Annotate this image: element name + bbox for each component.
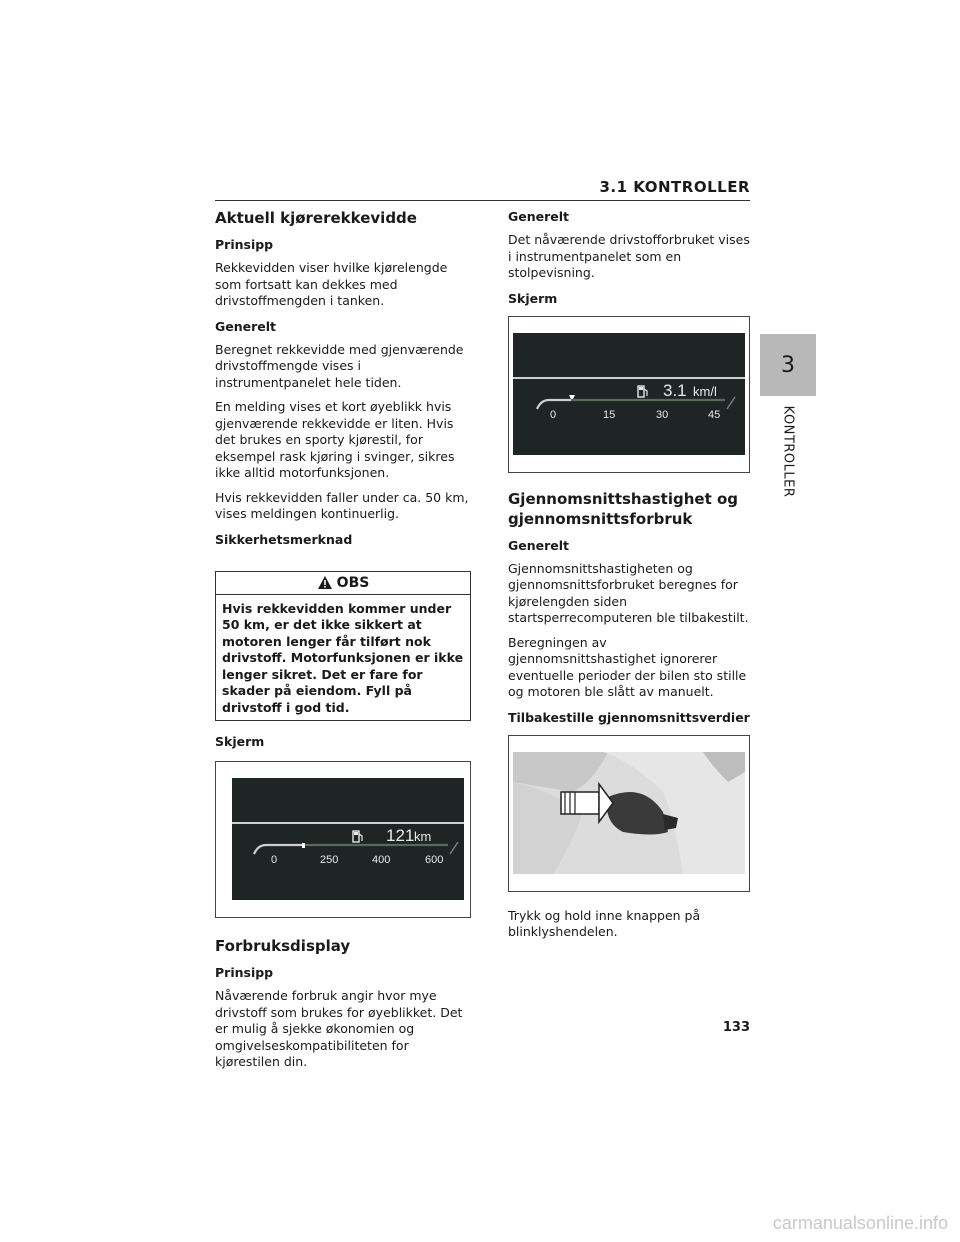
right-column [508,208,752,949]
range-tick-600: 600 [425,854,444,866]
stalk-illustration-figure [508,735,750,892]
header-divider [215,200,750,201]
consumption-tick-30: 30 [656,408,669,421]
left-column [215,208,471,1079]
range-display-screen [232,778,464,900]
subheading-generelt-r: Generelt [508,209,570,224]
section-header: 3.1 KONTROLLER [599,178,750,196]
consumption-display-figure [508,316,750,473]
display-divider [232,822,464,824]
subheading-generelt: Generelt [215,318,277,334]
chapter-side-label [760,396,816,506]
chapter-number: 3 [781,352,795,378]
heading-consumption: Forbruksdisplay [215,937,351,955]
range-tick-250: 250 [320,854,339,866]
range-tick-400: 400 [372,854,391,866]
subheading-sikkerhet: Sikkerhetsmerknad [215,531,353,547]
subheading-skjerm: Skjerm [215,734,265,749]
subheading-skjerm-r: Skjerm [508,290,558,306]
range-tick-0: 0 [271,854,278,866]
text-generelt-r: Det nåværende drivstofforbruket vises i instrumentpanelet som en stolpevisning. [508,232,750,280]
page-number: 133 [722,1020,750,1035]
consumption-unit: km/l [693,383,717,399]
text-generelt-2: En melding vises et kort øyeblikk hvis gjenværende rekkevidde er liten. Hvis det brukes en sporty kjørestil, for eksempel rask kjøring i svinger, sikres ikke alltid motorfunksjonen. [215,399,455,480]
range-display-figure [215,761,471,918]
consumption-value: 3.1 [663,380,687,400]
notice-label: OBS [336,574,370,591]
warning-notice [215,571,471,722]
range-unit: km [414,829,432,844]
notice-text: Hvis rekkevidden kommer under 50 km, er det ikke sikkert at motoren lenger får tilført nok drivstoff. Motorfunksjonen er ikke lenger sikret. Det er fare for skader på eiendom. Fyll på drivstoff i god tid. [222,600,464,715]
consumption-tick-0: 0 [550,408,557,421]
display-divider-r [513,377,745,379]
consumption-tick-45: 45 [708,408,721,421]
heading-range: Aktuell kjørerekkevidde [215,209,417,227]
text-generelt-r2a: Gjennomsnittshastigheten og gjennomsnittsforbruket beregnes for kjørelengden siden startsperrecomputeren ble tilbakestilt. [508,560,749,625]
text-prinsipp: Rekkevidden viser hvilke kjørelengde som fortsatt kan dekkes med drivstoffmengden i tanken. [215,260,448,308]
consumption-display-screen [513,333,745,455]
watermark: carmanualsonline.info [772,1213,948,1233]
notice-header [216,572,470,595]
turn-signal-stalk-illustration [513,752,745,874]
text-generelt-1: Beregnet rekkevidde med gjenværende drivstoffmengde vises i instrumentpanelet hele tiden. [215,341,464,390]
subheading-reset: Tilbakestille gjennomsnittsverdier [508,709,750,725]
range-value: 121 [386,826,415,845]
heading-average: Gjennomsnittshastighet og gjennomsnittsforbruk [508,489,739,528]
chapter-label: KONTROLLER [780,405,796,497]
subheading-generelt-r2: Generelt [508,537,570,553]
text-reset: Trykk og hold inne knappen på blinklyshendelen. [508,907,701,939]
text-generelt-r2b: Beregningen av gjennomsnittshastighet ignorerer eventuelle perioder der bilen sto stille og motoren ble slått av manuelt. [508,634,747,699]
consumption-tick-15: 15 [603,408,616,421]
text-generelt-3: Hvis rekkevidden faller under ca. 50 km, vises meldingen kontinuerlig. [215,489,469,521]
text-prinsipp-2: Nåværende forbruk angir hvor mye drivstoff som brukes for øyeblikket. Det er mulig å sjekke økonomien og omgivelseskompatibiliteten for kjørestilen din. [215,988,463,1069]
subheading-prinsipp-2: Prinsipp [215,965,274,980]
subheading-prinsipp: Prinsipp [215,237,274,252]
chapter-tab[interactable] [760,334,816,396]
warning-icon [317,575,333,590]
